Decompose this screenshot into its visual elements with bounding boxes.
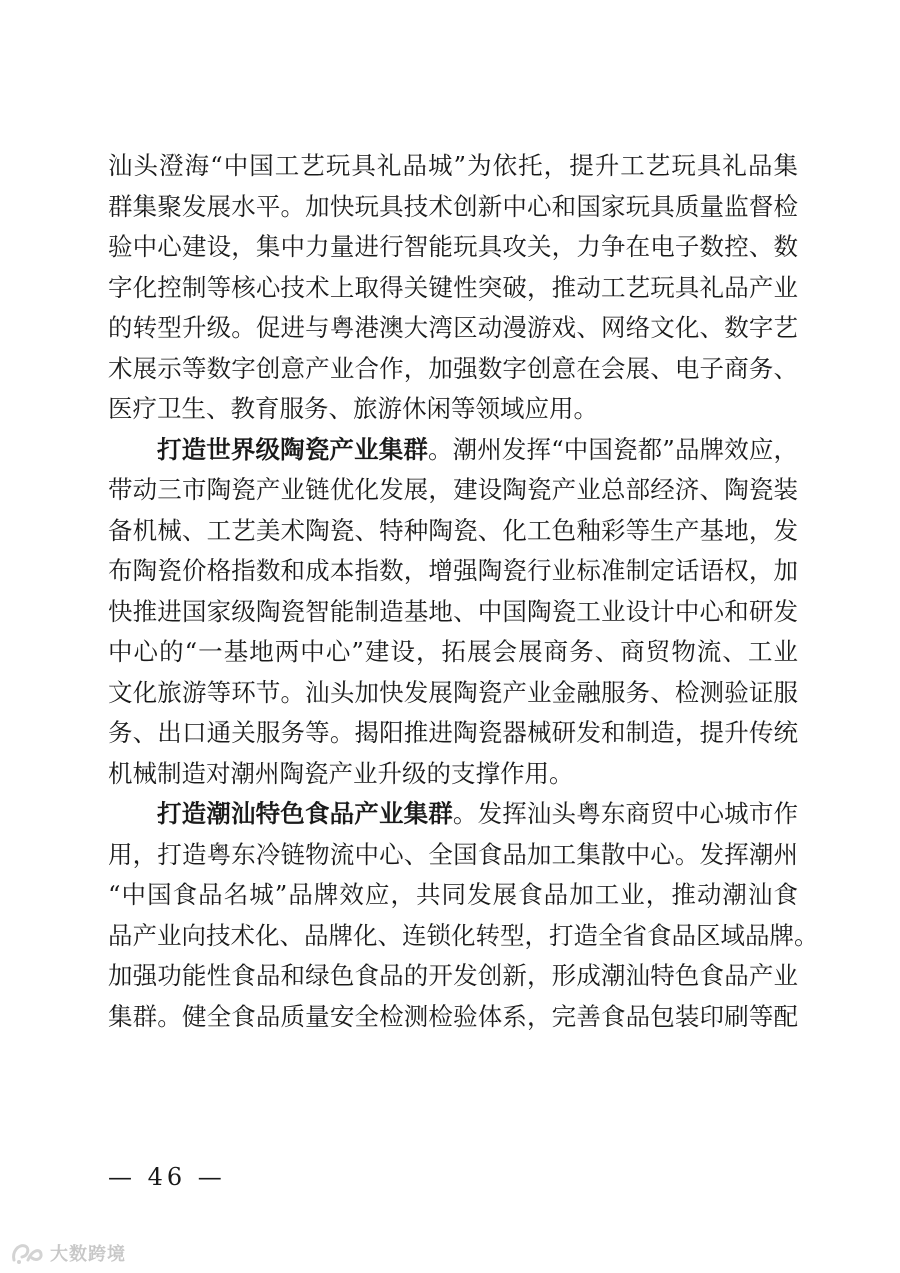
text-line: 文化旅游等环节。汕头加快发展陶瓷产业金融服务、检测验证服 (108, 677, 798, 707)
section-heading-ceramics: 打造世界级陶瓷产业集群 (157, 434, 428, 464)
paragraph-ceramics (108, 430, 798, 795)
watermark (10, 1240, 126, 1266)
text-line: 机械制造对潮州陶瓷产业升级的支撑作用。 (108, 758, 574, 788)
text-line: 加强功能性食品和绿色食品的开发创新，形成潮汕特色食品产业 (108, 961, 798, 990)
watermark-text: 大数跨境 (50, 1244, 126, 1265)
text-line: 验中心建设，集中力量进行智能玩具攻关，力争在电子数控、数 (108, 232, 798, 261)
text-line: 用，打造粤东冷链物流中心、全国食品加工集散中心。发挥潮州 (108, 839, 798, 869)
paragraph-food (108, 794, 819, 1037)
text-line: 汕头澄海“中国工艺玩具礼品城”为依托，提升工艺玩具礼品集 (108, 151, 798, 180)
text-line: 品产业向技术化、品牌化、连锁化转型，打造全省食品区域品牌。 (108, 920, 819, 950)
paragraph-first-line (108, 794, 798, 835)
paragraph-first-line (108, 430, 798, 471)
paragraph-toys (108, 146, 798, 430)
text-line: 带动三市陶瓷产业链优化发展，建设陶瓷产业总部经济、陶瓷装 (108, 475, 798, 504)
page-number: — 46 — (108, 1163, 226, 1191)
paragraph-text: 。潮州发挥“中国瓷都”品牌效应， (427, 434, 798, 464)
text-line: 群集聚发展水平。加快玩具技术创新中心和国家玩具质量监督检 (108, 191, 798, 221)
text-line: 备机械、工艺美术陶瓷、特种陶瓷、化工色釉彩等生产基地，发 (108, 515, 798, 545)
text-line: 布陶瓷价格指数和成本指数，增强陶瓷行业标准制定话语权，加 (108, 556, 798, 585)
brand-logo-icon (10, 1240, 44, 1266)
section-heading-food: 打造潮汕特色食品产业集群 (157, 799, 453, 828)
text-line: 快推进国家级陶瓷智能制造基地、中国陶瓷工业设计中心和研发 (108, 596, 798, 626)
text-line: 医疗卫生、教育服务、旅游休闲等领域应用。 (108, 394, 598, 423)
text-line: 术展示等数字创意产业合作，加强数字创意在会展、电子商务、 (108, 353, 798, 383)
text-line: 的转型升级。促进与粤港澳大湾区动漫游戏、网络文化、数字艺 (108, 313, 798, 342)
text-line: 务、出口通关服务等。揭阳推进陶瓷器械研发和制造，提升传统 (108, 718, 798, 747)
body-text (108, 146, 819, 1037)
text-line: 集群。健全食品质量安全检测检验体系，完善食品包装印刷等配 (108, 1001, 798, 1031)
text-line: 中心的“一基地两中心”建设，拓展会展商务、商贸物流、工业 (108, 637, 798, 666)
text-line: 字化控制等核心技术上取得关键性突破，推动工艺玩具礼品产业 (108, 272, 798, 302)
paragraph-text: 。发挥汕头粤东商贸中心城市作 (452, 799, 799, 828)
text-line: “中国食品名城”品牌效应，共同发展食品加工业，推动潮汕食 (108, 880, 798, 909)
